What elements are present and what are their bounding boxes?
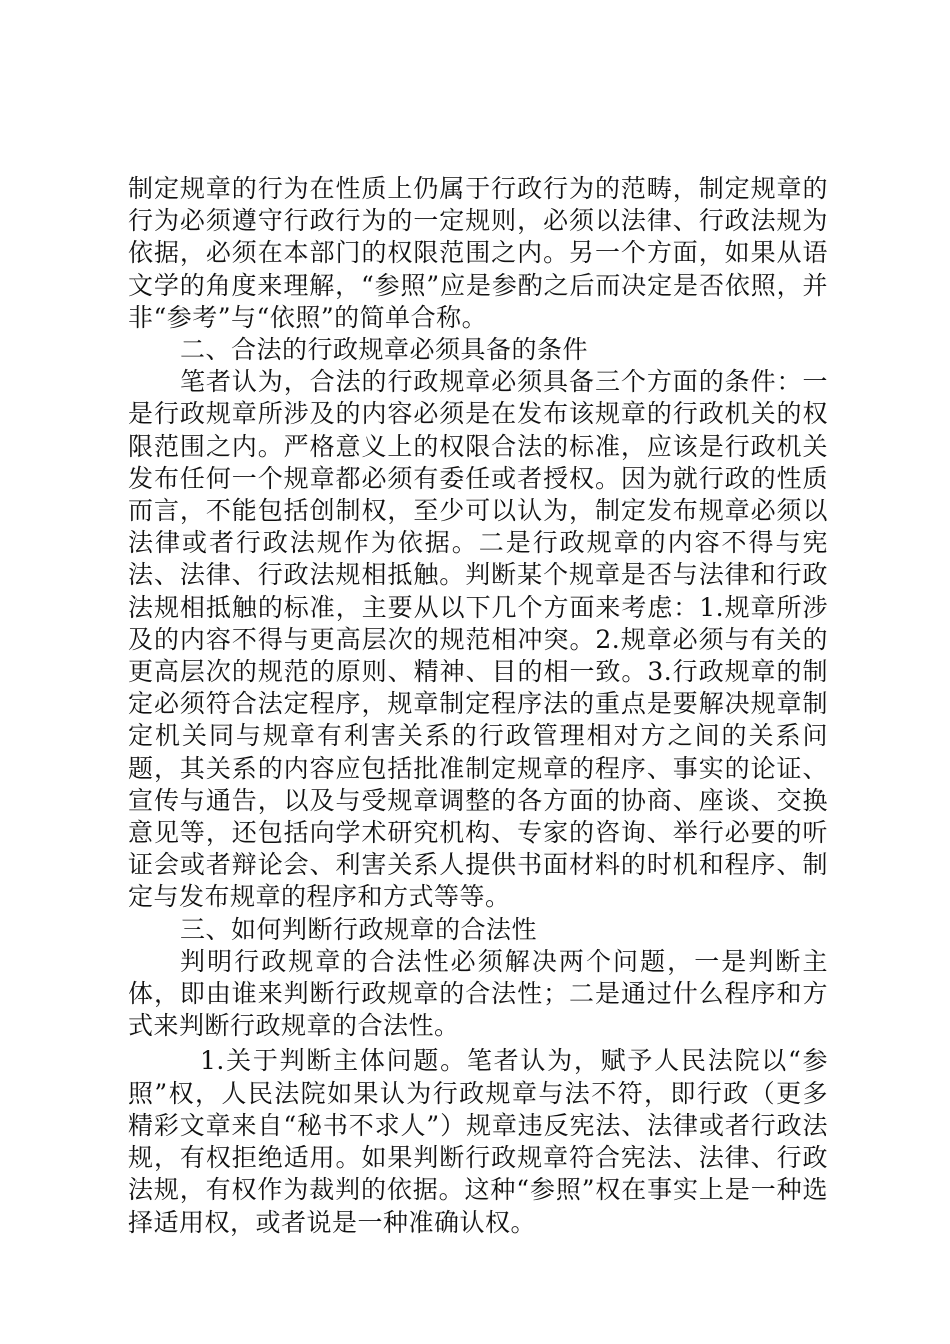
section-heading-2: 二、合法的行政规章必须具备的条件 [180, 335, 589, 365]
section-heading-3: 三、如何判断行政规章的合法性 [180, 914, 538, 944]
paragraph-conditions: 笔者认为，合法的行政规章必须具备三个方面的条件：一是行政规章所涉及的内容必须是在发布该规章的行政机关的权限范围之内。严格意义上的权限合法的标准，应该是行政机关发布任何一个规章都必须有委任或者授权。因为就行政的性质而言，不能包括创制权，至少可以认为，制定发布规章必须以法律或者行政法规作为依据。二是行政规章的内容不得与宪法、法律、行政法规相抵触。判断某个规章是否与法律和行政法规相抵触的标准，主要从以下几个方面来考虑：1.规章所涉及的内容不得与更高层次的规范相冲突。2.规章必须与有关的更高层次的规范的原则、精神、目的相一致。3.行政规章的制定必须符合法定程序，规章制定程序法的重点是要解决规章制定机关同与规章有利害关系的行政管理相对方之间的关系问题，其关系的内容应包括批准制定规章的程序、事实的论证、宣传与通告，以及与受规章调整的各方面的协商、座谈、交换意见等，还包括向学术研究机构、专家的咨询、举行必要的听证会或者辩论会、利害关系人提供书面材料的时机和程序、制定与发布规章的程序和方式等等。 [128, 367, 828, 912]
paragraph-continuation: 制定规章的行为在性质上仍属于行政行为的范畴，制定规章的行为必须遵守行政行为的一定规则，必须以法律、行政法规为依据，必须在本部门的权限范围之内。另一个方面，如果从语文学的角度来理解，“参照”应是参酌之后而决定是否依照，并非“参考”与“依照”的简单合称。 [128, 174, 828, 332]
paragraph-judging-subject: 1.关于判断主体问题。笔者认为，赋予人民法院以“参照”权，人民法院如果认为行政规章与法不符，即行政（更多精彩文章来自“秘书不求人”）规章违反宪法、法律或者行政法规，有权拒绝适用。如果判断行政规章符合宪法、法律、行政法规，有权作为裁判的依据。这种“参照”权在事实上是一种选择适用权，或者说是一种准确认权。 [128, 1046, 828, 1237]
document-body [128, 173, 828, 1239]
paragraph-two-questions: 判明行政规章的合法性必须解决两个问题，一是判断主体，即由谁来判断行政规章的合法性；二是通过什么程序和方式来判断行政规章的合法性。 [128, 946, 828, 1041]
